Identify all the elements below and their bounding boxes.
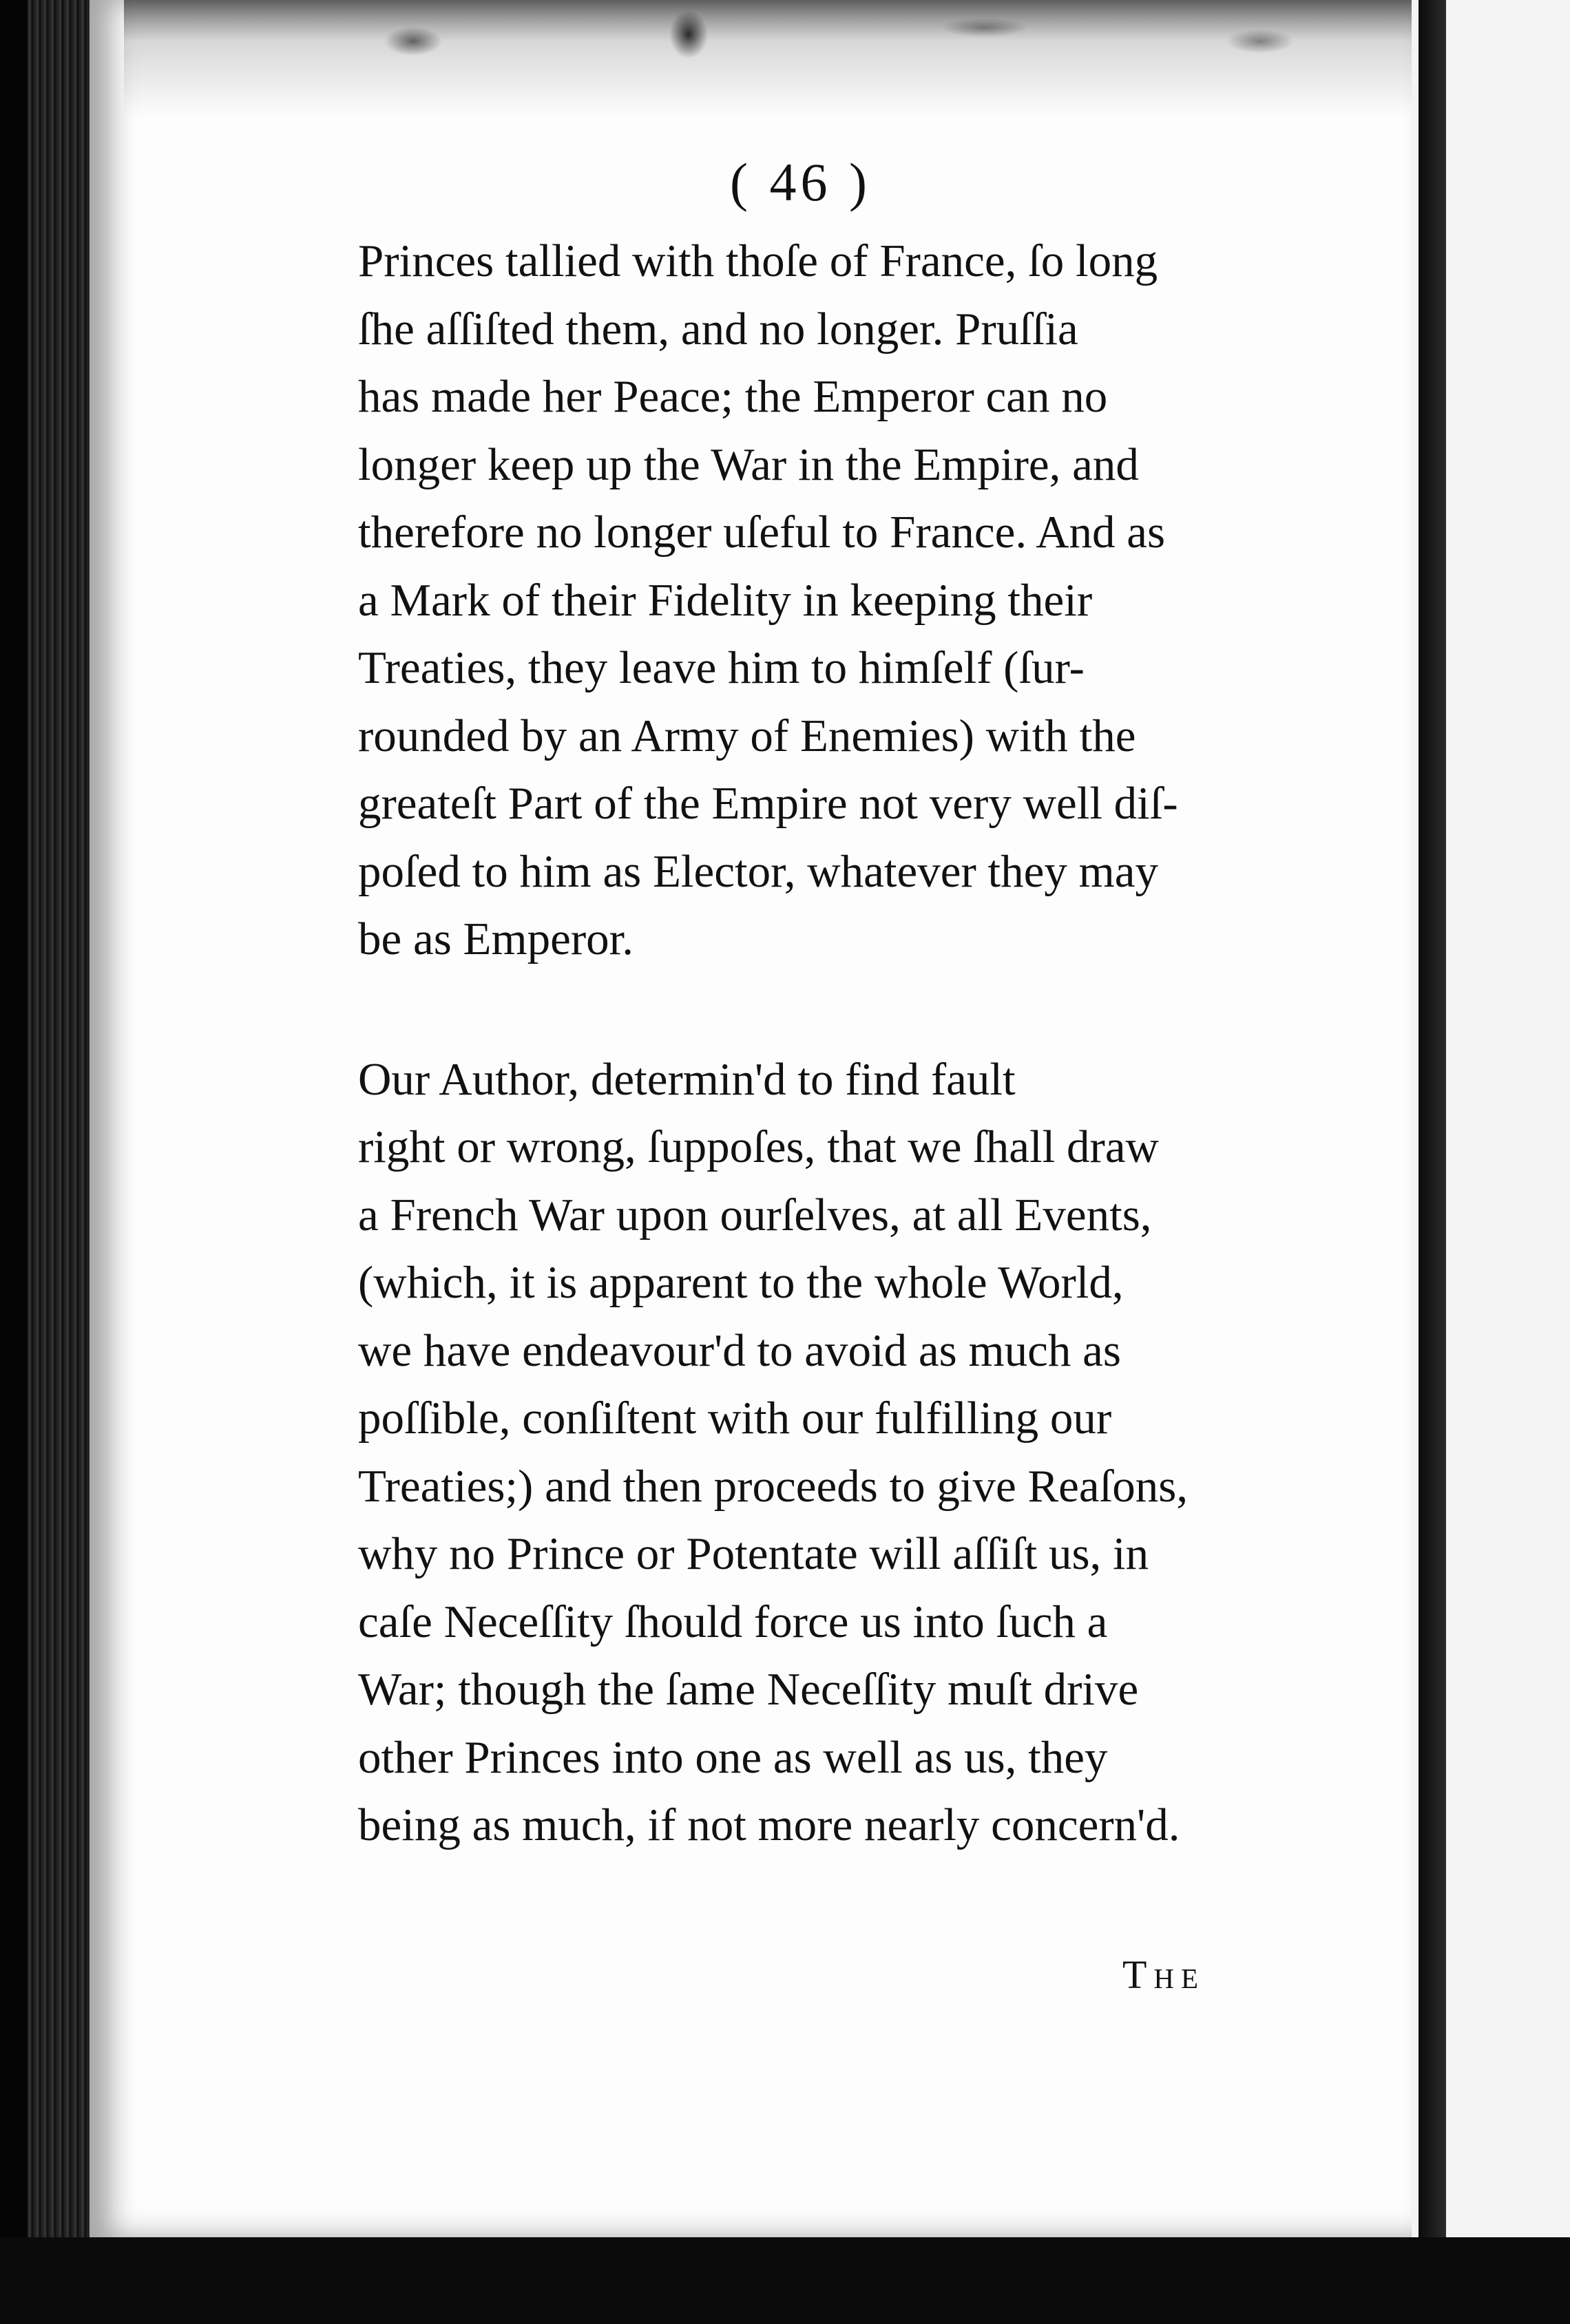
catchword: The xyxy=(1122,1952,1206,1997)
text-line: a French War upon ourſelves, at all Events, xyxy=(358,1189,1152,1240)
body-text xyxy=(358,227,1267,1859)
text-line: has made her Peace; the Emperor can no xyxy=(358,371,1108,422)
bottom-scan-border xyxy=(0,2237,1570,2324)
text-line: Treaties, they leave him to himſelf (ſur- xyxy=(358,642,1085,693)
text-line: right or wrong, ſuppoſes, that we ſhall draw xyxy=(358,1121,1159,1172)
text-line: Treaties;) and then proceeds to give Reaſons, xyxy=(358,1460,1189,1512)
page-number: ( 46 ) xyxy=(730,152,871,212)
text-line: greateſt Part of the Empire not very well diſ- xyxy=(358,778,1178,829)
text-line: be as Emperor. xyxy=(358,913,634,964)
text-line: a Mark of their Fidelity in keeping their xyxy=(358,574,1093,626)
text-line: why no Prince or Potentate will aſſiſt us, in xyxy=(358,1528,1149,1579)
text-line: poſſible, conſiſtent with our fulfilling our xyxy=(358,1393,1112,1444)
text-line: (which, it is apparent to the whole World, xyxy=(358,1257,1124,1308)
top-margin-damage xyxy=(124,0,1432,124)
text-line: caſe Neceſſity ſhould force us into ſuch a xyxy=(358,1596,1108,1647)
text-line: ſhe aſſiſted them, and no longer. Pruſſia xyxy=(358,303,1078,355)
text-line: therefore no longer uſeful to France. And as xyxy=(358,507,1166,558)
text-line: poſed to him as Elector, whatever they may xyxy=(358,845,1158,897)
text-line: other Princes into one as well as us, they xyxy=(358,1731,1108,1783)
paragraph-2 xyxy=(358,1046,1267,1859)
text-line: we have endeavour'd to avoid as much as xyxy=(358,1324,1121,1376)
paragraph-1 xyxy=(358,227,1267,973)
text-line: War; though the ſame Neceſſity muſt drive xyxy=(358,1664,1139,1715)
text-line: being as much, if not more nearly concern'd. xyxy=(358,1799,1180,1850)
text-line: Our Author, determin'd to find fault xyxy=(358,1053,1016,1105)
text-line: Princes tallied with thoſe of France, ſo long xyxy=(358,235,1158,286)
text-line: rounded by an Army of Enemies) with the xyxy=(358,710,1136,761)
paragraph-gap xyxy=(358,973,1267,1046)
text-line: longer keep up the War in the Empire, and xyxy=(358,439,1139,490)
right-gutter-shadow xyxy=(1419,0,1446,2324)
